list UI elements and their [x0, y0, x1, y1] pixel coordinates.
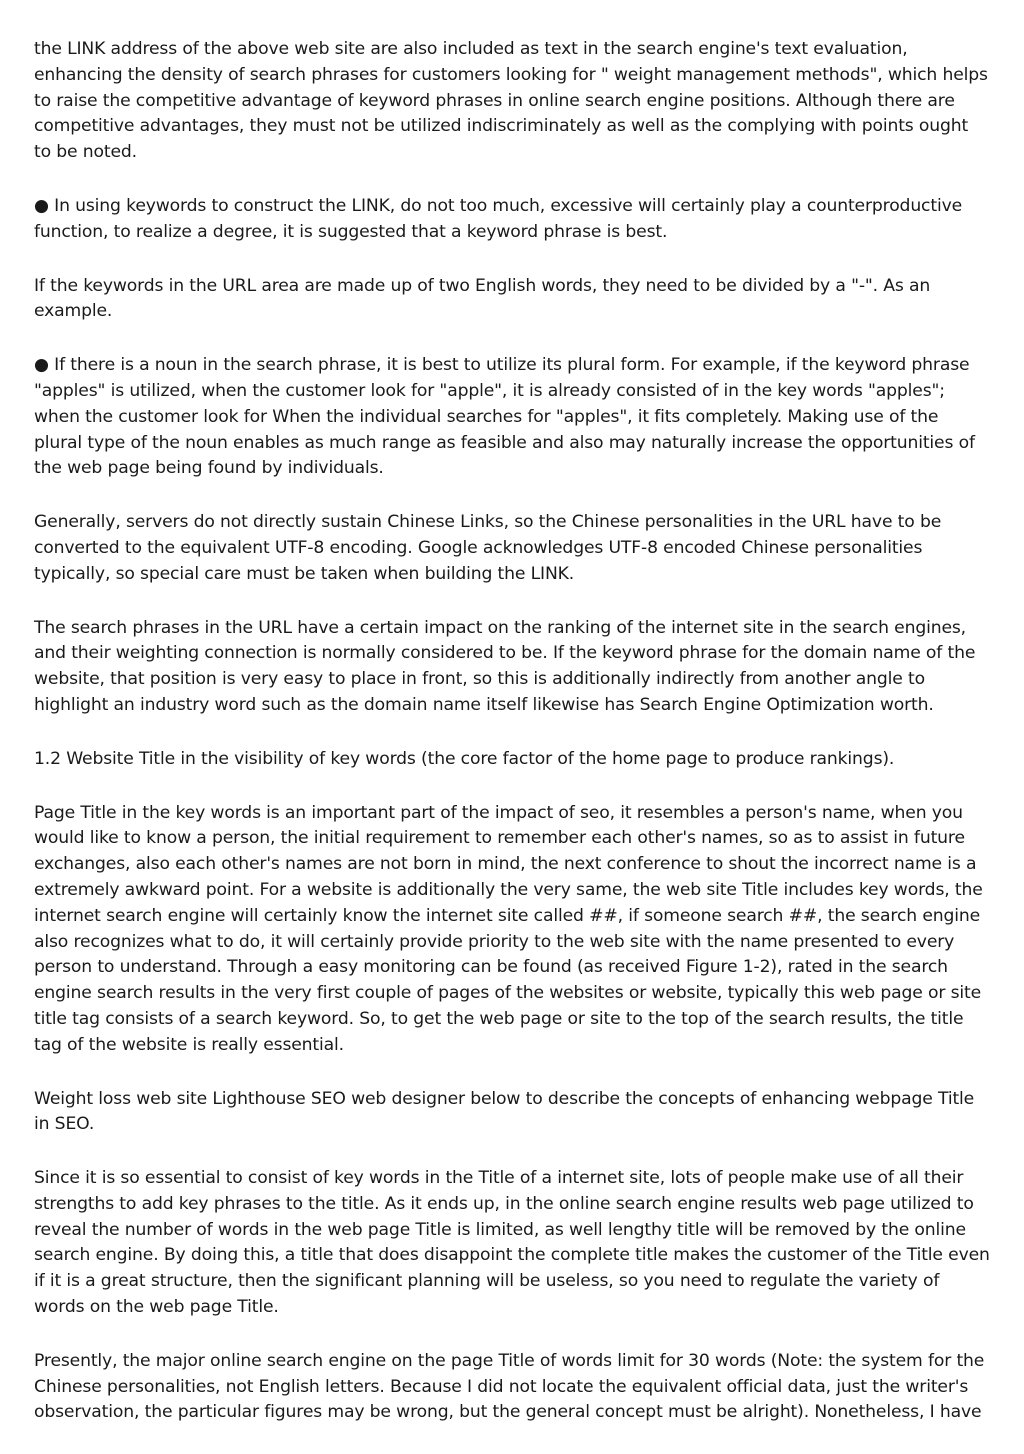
paragraph-url-two-words: If the keywords in the URL area are made up of two English words, they need to be divided by a "-". As an example.: [34, 275, 931, 322]
paragraph-chinese-links: Generally, servers do not directly sustain Chinese Links, so the Chinese personalities in the URL have to be converted to the equivalent UTF-8 encoding. Google acknowledges UTF-8 encoded Chinese personalities typically, so special care must be taken when building the LINK.: [34, 512, 942, 584]
paragraph-url-ranking-impact: The search phrases in the URL have a certain impact on the ranking of the internet site in the search engines, and their weighting connection is normally considered to be. If the keyword phrase for the domain name of the website, that position is very easy to place in front, so this is additionally indirectly from another angle to highlight an industry word such as the domain name itself likewise has Search Engine Optimization worth.: [34, 617, 976, 715]
paragraph-bullet-keywords-link: ● In using keywords to construct the LINK, do not too much, excessive will certainly play a counterproductive function, to realize a degree, it is suggested that a keyword phrase is best.: [34, 195, 963, 242]
document-body: [34, 37, 990, 1454]
paragraph-weight-loss-intro: Weight loss web site Lighthouse SEO web designer below to describe the concepts of enhancing webpage Title in SEO.: [34, 1088, 975, 1135]
paragraph-bullet-plural-noun: ● If there is a noun in the search phrase, it is best to utilize its plural form. For example, if the keyword phrase "apples" is utilized, when the customer look for "apple", it is already consisted of in the key words "apples"; when the customer look for When the individual searches for "apples", it fits completely. Making use of the plural type of the noun enables as much range as feasible and also may naturally increase the opportunities of the web page being found by individuals.: [34, 355, 975, 479]
paragraph-title-length: Since it is so essential to consist of key words in the Title of a internet site, lots of people make use of all their strengths to add key phrases to the title. As it ends up, in the online search engine results web page utilized to reveal the number of words in the web page Title is limited, as well lengthy title will be removed by the online search engine. By doing this, a title that does disappoint the complete title makes the customer of the Title even if it is a great structure, then the significant planning will be useless, so you need to regulate the variety of words on the web page Title.: [34, 1168, 990, 1318]
section-heading-website-title: 1.2 Website Title in the visibility of key words (the core factor of the home page to produce rankings).: [34, 748, 895, 769]
paragraph-link-address: the LINK address of the above web site are also included as text in the search engine's text evaluation, enhancing the density of search phrases for customers looking for " weight management methods", which helps to raise the competitive advantage of keyword phrases in online search engine positions. Although there are competitive advantages, they must not be utilized indiscriminately as well as the complying with points ought to be noted.: [34, 39, 988, 163]
paragraph-page-title-importance: Page Title in the key words is an important part of the impact of seo, it resembles a person's name, when you would like to know a person, the initial requirement to remember each other's names, so as to assist in future exchanges, also each other's names are not born in mind, the next conference to shout the incorrect name is a extremely awkward point. For a website is additionally the very same, the web site Title includes key words, the internet search engine will certainly know the internet site called ##, if someone search ##, the search engine also recognizes what to do, it will certainly provide priority to the web site with the name presented to every person to understand. Through a easy monitoring can be found (as received Figure 1-2), rated in the search engine search results in the very first couple of pages of the websites or website, typically this web page or site title tag consists of a search keyword. So, to get the web page or site to the top of the search results, the title tag of the website is really essential.: [34, 802, 983, 1055]
paragraph-title-word-limit: Presently, the major online search engine on the page Title of words limit for 30 words (Note: the system for the Chinese personalities, not English letters. Because I did not locate the equivalent official data, just the writer's observation, the particular figures may be wrong, but the general concept must be alright). Nonetheless, I have: [34, 1350, 985, 1423]
